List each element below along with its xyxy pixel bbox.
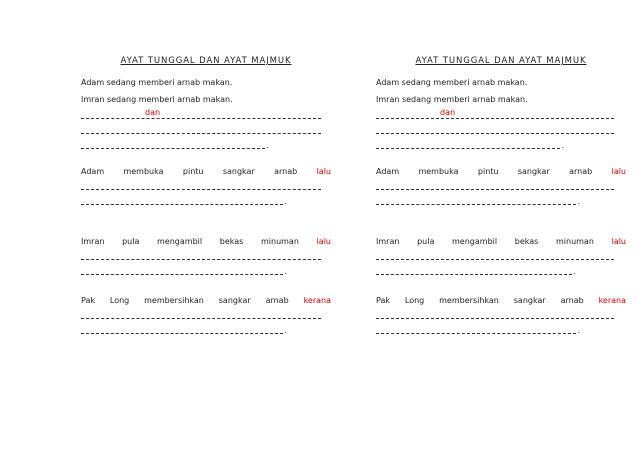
word: Imran xyxy=(81,237,105,246)
end-mark: . xyxy=(573,267,576,276)
word: sangkar xyxy=(513,296,546,305)
word-row xyxy=(376,237,626,246)
word: minuman xyxy=(555,237,594,246)
word: arnab xyxy=(265,296,289,305)
answer-line xyxy=(81,141,269,150)
word: sangkar xyxy=(218,296,251,305)
word: membuka xyxy=(123,167,164,176)
word: sangkar xyxy=(517,167,550,176)
word: pula xyxy=(417,237,435,246)
answer-line xyxy=(376,133,614,134)
word: sangkar xyxy=(222,167,255,176)
conjunction-word: lalu xyxy=(611,167,626,176)
end-mark: . xyxy=(577,326,580,335)
word: bekas xyxy=(219,237,244,246)
answer-line xyxy=(81,189,321,190)
conjunction-word: lalu xyxy=(611,237,626,246)
word: membersihkan xyxy=(144,296,204,305)
word: Adam xyxy=(81,167,105,176)
answer-line xyxy=(81,108,321,119)
example-sentence-2: Imran sedang memberi arnab makan. xyxy=(81,95,233,104)
worksheet-right xyxy=(376,0,626,452)
word-row xyxy=(81,237,331,246)
answer-line xyxy=(81,133,321,134)
answer-line xyxy=(376,326,580,335)
answer-line xyxy=(81,326,287,335)
end-mark: . xyxy=(284,267,287,276)
word: Imran xyxy=(376,237,400,246)
answer-line xyxy=(376,267,576,276)
word: Long xyxy=(404,296,425,305)
example-sentence-1: Adam sedang memberi arnab makan. xyxy=(376,78,528,87)
worksheet-title: AYAT TUNGGAL DAN AYAT MAJMUK xyxy=(415,56,587,66)
word: pula xyxy=(122,237,140,246)
answer-line xyxy=(376,197,580,206)
end-mark: . xyxy=(561,141,564,150)
word: Pak xyxy=(81,296,95,305)
answer-line xyxy=(376,108,614,119)
answer-line xyxy=(81,267,287,276)
answer-line xyxy=(81,197,287,206)
word-row xyxy=(81,167,331,176)
word: Adam xyxy=(376,167,400,176)
answer-line xyxy=(376,141,564,150)
word: Long xyxy=(109,296,130,305)
conjunction-word: lalu xyxy=(316,237,331,246)
word: Pak xyxy=(376,296,390,305)
end-mark: . xyxy=(266,141,269,150)
word: membuka xyxy=(418,167,459,176)
answer-line xyxy=(81,259,321,260)
word: arnab xyxy=(274,167,298,176)
word: pintu xyxy=(477,167,499,176)
word: mengambil xyxy=(157,237,203,246)
answer-line xyxy=(376,318,614,319)
end-mark: . xyxy=(577,197,580,206)
example-sentence-1: Adam sedang memberi arnab makan. xyxy=(81,78,233,87)
answer-line xyxy=(376,259,614,260)
word-row xyxy=(81,296,331,305)
worksheet-title: AYAT TUNGGAL DAN AYAT MAJMUK xyxy=(120,56,292,66)
conjunction-label: dan xyxy=(145,108,161,117)
word: arnab xyxy=(560,296,584,305)
conjunction-word: kerana xyxy=(598,296,626,305)
answer-line xyxy=(81,318,321,319)
end-mark: . xyxy=(284,197,287,206)
end-mark: . xyxy=(284,326,287,335)
word: minuman xyxy=(260,237,299,246)
word: arnab xyxy=(569,167,593,176)
answer-line xyxy=(376,189,614,190)
conjunction-label: dan xyxy=(440,108,456,117)
word-row xyxy=(376,296,626,305)
word: mengambil xyxy=(452,237,498,246)
word-row xyxy=(376,167,626,176)
conjunction-word: lalu xyxy=(316,167,331,176)
worksheet-left xyxy=(81,0,331,452)
word: pintu xyxy=(182,167,204,176)
example-sentence-2: Imran sedang memberi arnab makan. xyxy=(376,95,528,104)
word: membersihkan xyxy=(439,296,499,305)
conjunction-word: kerana xyxy=(303,296,331,305)
word: bekas xyxy=(514,237,539,246)
